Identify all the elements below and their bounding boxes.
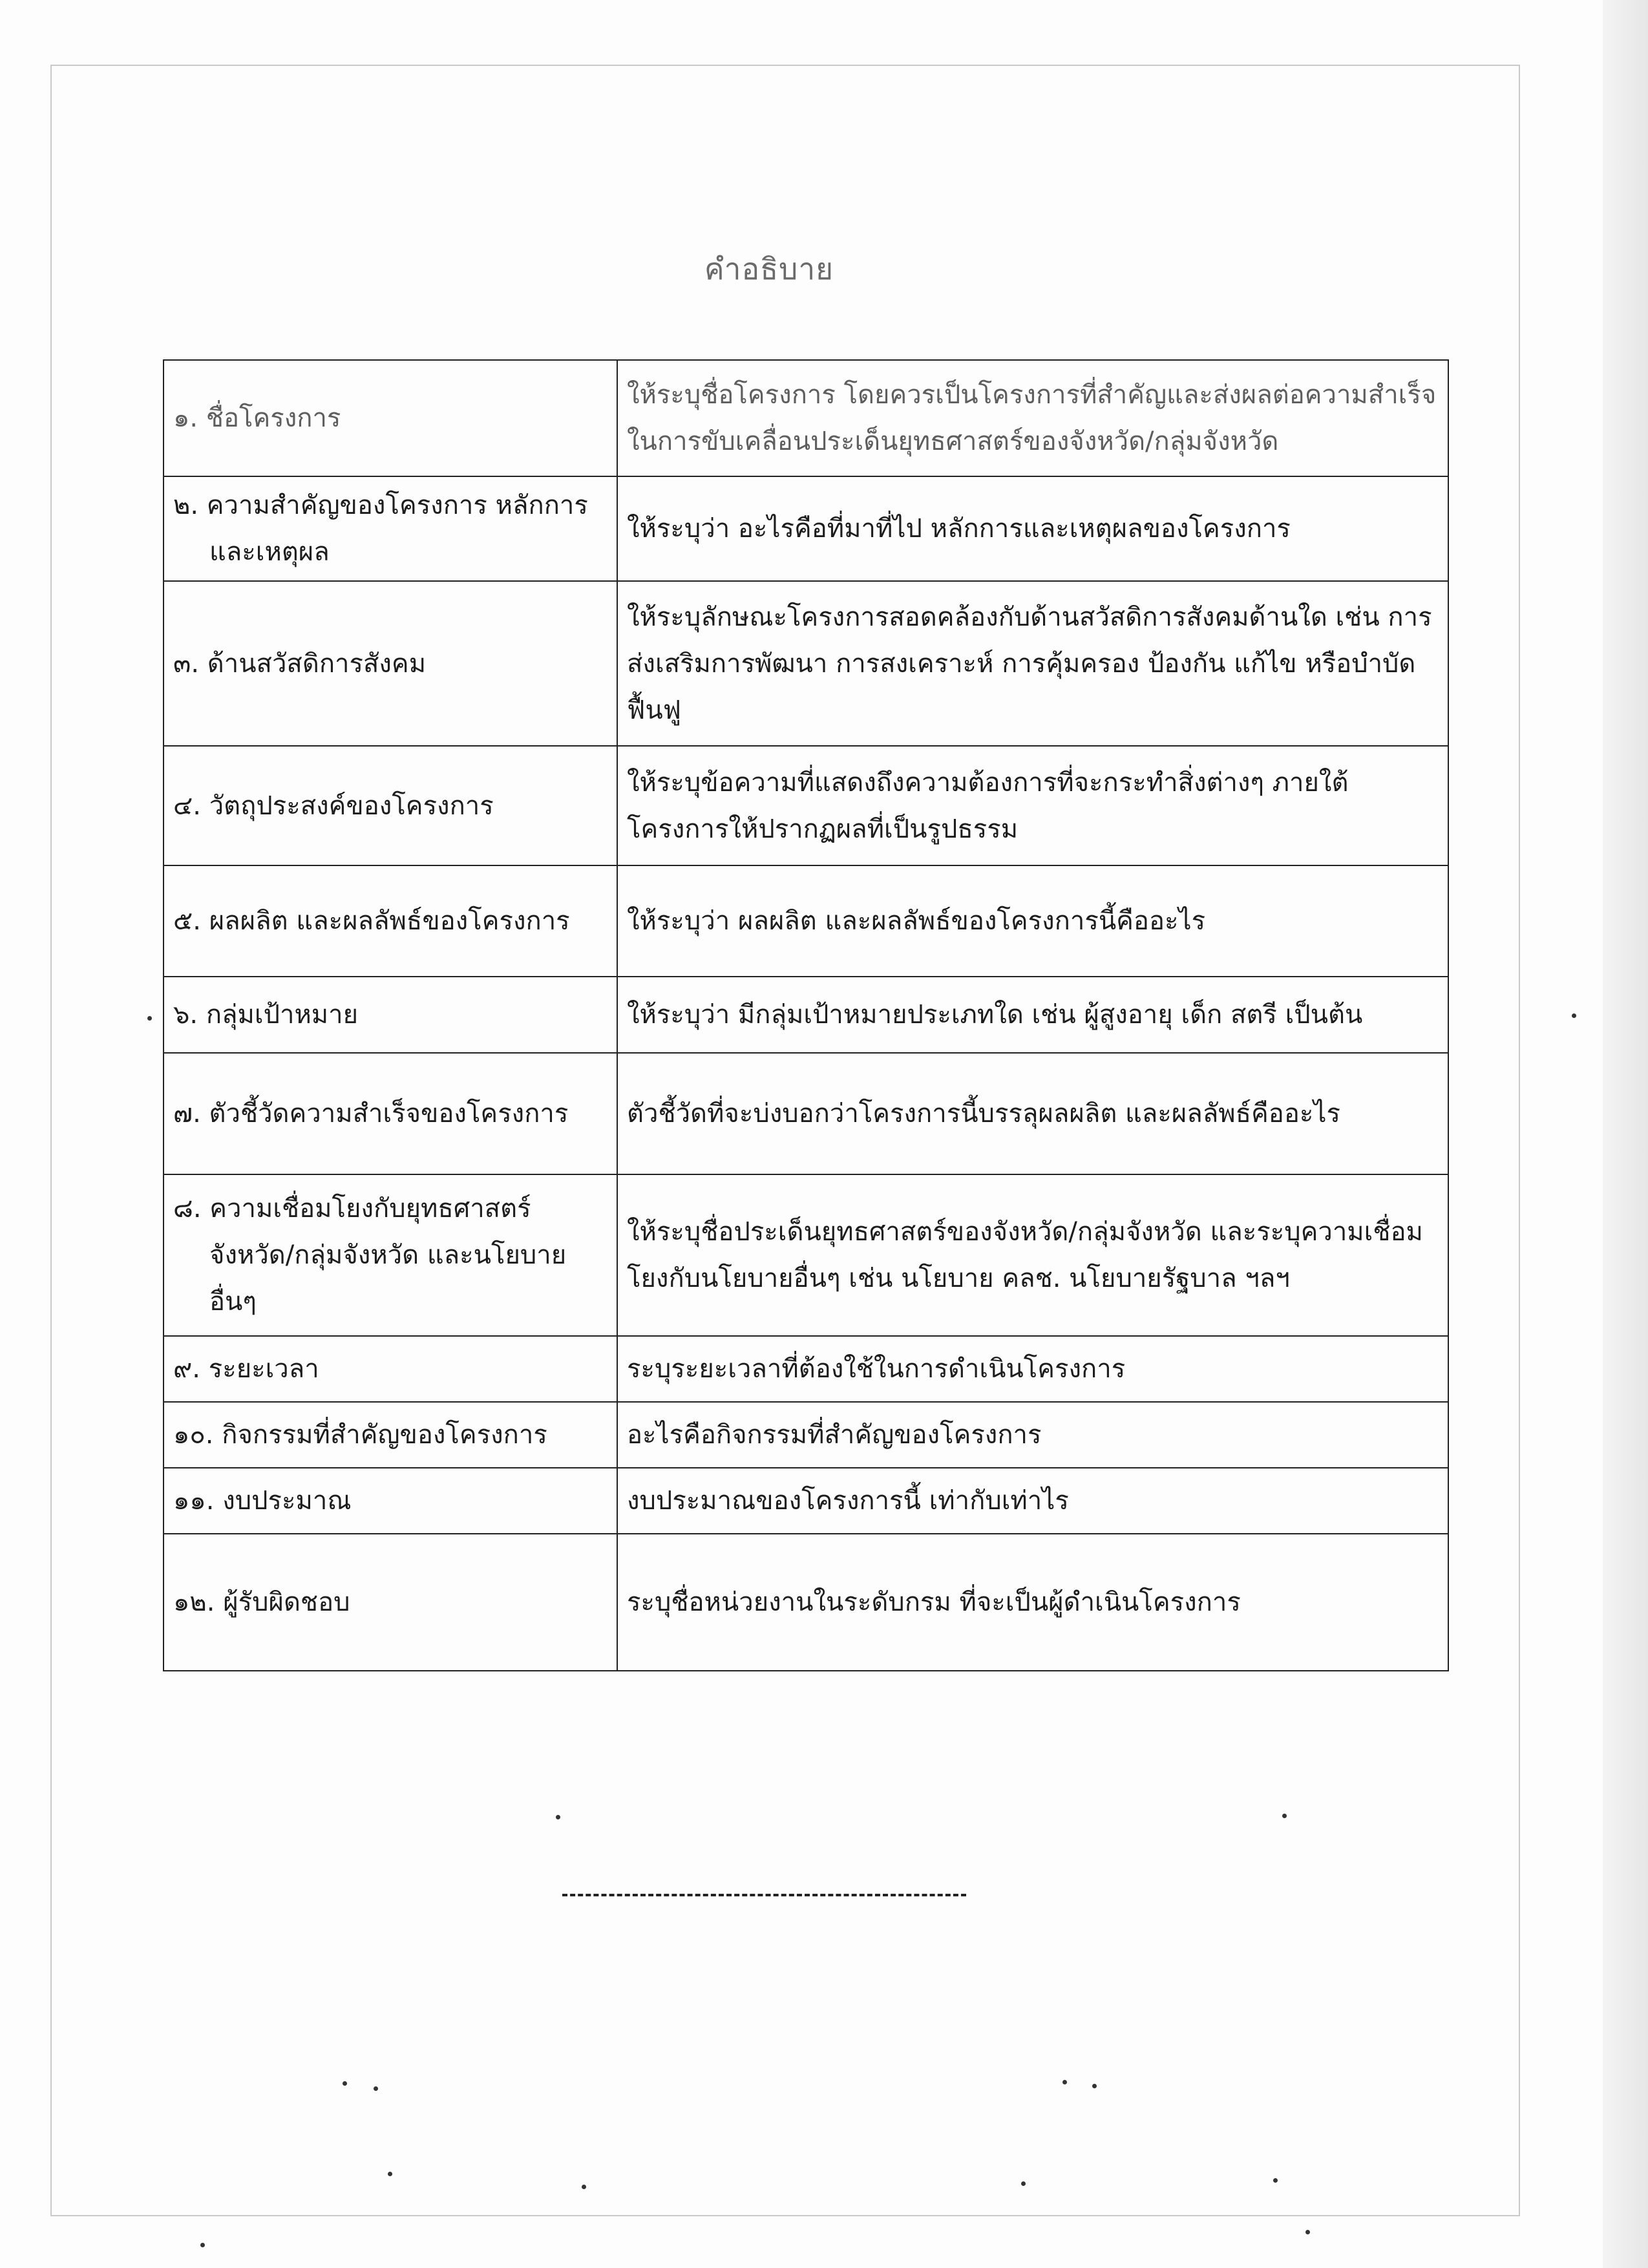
scan-speck bbox=[343, 2081, 347, 2086]
row-label: ๑๐. กิจกรรมที่สำคัญของโครงการ bbox=[164, 1402, 617, 1468]
row-description: ให้ระบุว่า ผลผลิต และผลลัพธ์ของโครงการนี้คืออะไร bbox=[617, 865, 1448, 977]
description-table bbox=[163, 359, 1449, 1671]
table-row bbox=[164, 1402, 1448, 1468]
row-label: ๑. ชื่อโครงการ bbox=[164, 360, 617, 476]
row-description: ให้ระบุลักษณะโครงการสอดคล้องกับด้านสวัสดิการสังคมด้านใด เช่น การส่งเสริมการพัฒนา การสงเคราะห์ การคุ้มครอง ป้องกัน แก้ไข หรือบำบัดฟื้นฟู bbox=[617, 581, 1448, 746]
row-description: งบประมาณของโครงการนี้ เท่ากับเท่าไร bbox=[617, 1468, 1448, 1534]
scan-speck bbox=[582, 2185, 586, 2189]
table-row bbox=[164, 476, 1448, 581]
scan-speck bbox=[1021, 2181, 1026, 2186]
row-label: ๔. วัตถุประสงค์ของโครงการ bbox=[164, 746, 617, 865]
row-label: ๓. ด้านสวัสดิการสังคม bbox=[164, 581, 617, 746]
scan-speck bbox=[1273, 2178, 1278, 2183]
scan-speck bbox=[1062, 2080, 1067, 2084]
dashed-separator bbox=[562, 1894, 966, 1896]
scan-speck bbox=[388, 2172, 392, 2176]
row-label: ๗. ตัวชี้วัดความสำเร็จของโครงการ bbox=[164, 1053, 617, 1174]
scan-speck bbox=[1572, 1013, 1576, 1018]
table-row bbox=[164, 865, 1448, 977]
table-row bbox=[164, 1534, 1448, 1671]
table-row bbox=[164, 1468, 1448, 1534]
scan-speck bbox=[556, 1815, 560, 1819]
page-title: คำอธิบาย bbox=[704, 251, 834, 286]
table-row bbox=[164, 360, 1448, 476]
table-row bbox=[164, 581, 1448, 746]
row-description: ให้ระบุชื่อประเด็นยุทธศาสตร์ของจังหวัด/กลุ่มจังหวัด และระบุความเชื่อมโยงกับนโยบายอื่นๆ เช่น นโยบาย คลช. นโยบายรัฐบาล ฯลฯ bbox=[617, 1174, 1448, 1336]
scan-speck bbox=[1282, 1814, 1287, 1818]
table-row bbox=[164, 1174, 1448, 1336]
row-label: ๘. ความเชื่อมโยงกับยุทธศาสตร์ จังหวัด/กลุ่มจังหวัด และนโยบาย อื่นๆ bbox=[164, 1174, 617, 1336]
table-row bbox=[164, 1336, 1448, 1402]
row-label: ๙. ระยะเวลา bbox=[164, 1336, 617, 1402]
scan-speck bbox=[1305, 2230, 1310, 2234]
scan-speck bbox=[374, 2086, 378, 2091]
scan-speck bbox=[1092, 2084, 1097, 2088]
table-row bbox=[164, 977, 1448, 1053]
row-description: ระบุระยะเวลาที่ต้องใช้ในการดำเนินโครงการ bbox=[617, 1336, 1448, 1402]
row-description: ให้ระบุชื่อโครงการ โดยควรเป็นโครงการที่สำคัญและส่งผลต่อความสำเร็จในการขับเคลื่อนประเด็นยุทธศาสตร์ของจังหวัด/กลุ่มจังหวัด bbox=[617, 360, 1448, 476]
row-description: ตัวชี้วัดที่จะบ่งบอกว่าโครงการนี้บรรลุผลผลิต และผลลัพธ์คืออะไร bbox=[617, 1053, 1448, 1174]
row-description: ให้ระบุข้อความที่แสดงถึงความต้องการที่จะกระทำสิ่งต่างๆ ภายใต้โครงการให้ปรากฏผลที่เป็นรูปธรรม bbox=[617, 746, 1448, 865]
row-description: ให้ระบุว่า อะไรคือที่มาที่ไป หลักการและเหตุผลของโครงการ bbox=[617, 476, 1448, 581]
row-label: ๖. กลุ่มเป้าหมาย bbox=[164, 977, 617, 1053]
row-description: ระบุชื่อหน่วยงานในระดับกรม ที่จะเป็นผู้ดำเนินโครงการ bbox=[617, 1534, 1448, 1671]
table-row bbox=[164, 1053, 1448, 1174]
scan-speck bbox=[200, 2243, 205, 2247]
row-label: ๒. ความสำคัญของโครงการ หลักการและเหตุผล bbox=[164, 476, 617, 581]
scan-speck bbox=[147, 1016, 152, 1021]
scan-shadow-edge bbox=[1603, 0, 1648, 2268]
table-row bbox=[164, 746, 1448, 865]
row-label: ๑๑. งบประมาณ bbox=[164, 1468, 617, 1534]
row-description: ให้ระบุว่า มีกลุ่มเป้าหมายประเภทใด เช่น ผู้สูงอายุ เด็ก สตรี เป็นต้น bbox=[617, 977, 1448, 1053]
row-description: อะไรคือกิจกรรมที่สำคัญของโครงการ bbox=[617, 1402, 1448, 1468]
row-label: ๕. ผลผลิต และผลลัพธ์ของโครงการ bbox=[164, 865, 617, 977]
row-label: ๑๒. ผู้รับผิดชอบ bbox=[164, 1534, 617, 1671]
